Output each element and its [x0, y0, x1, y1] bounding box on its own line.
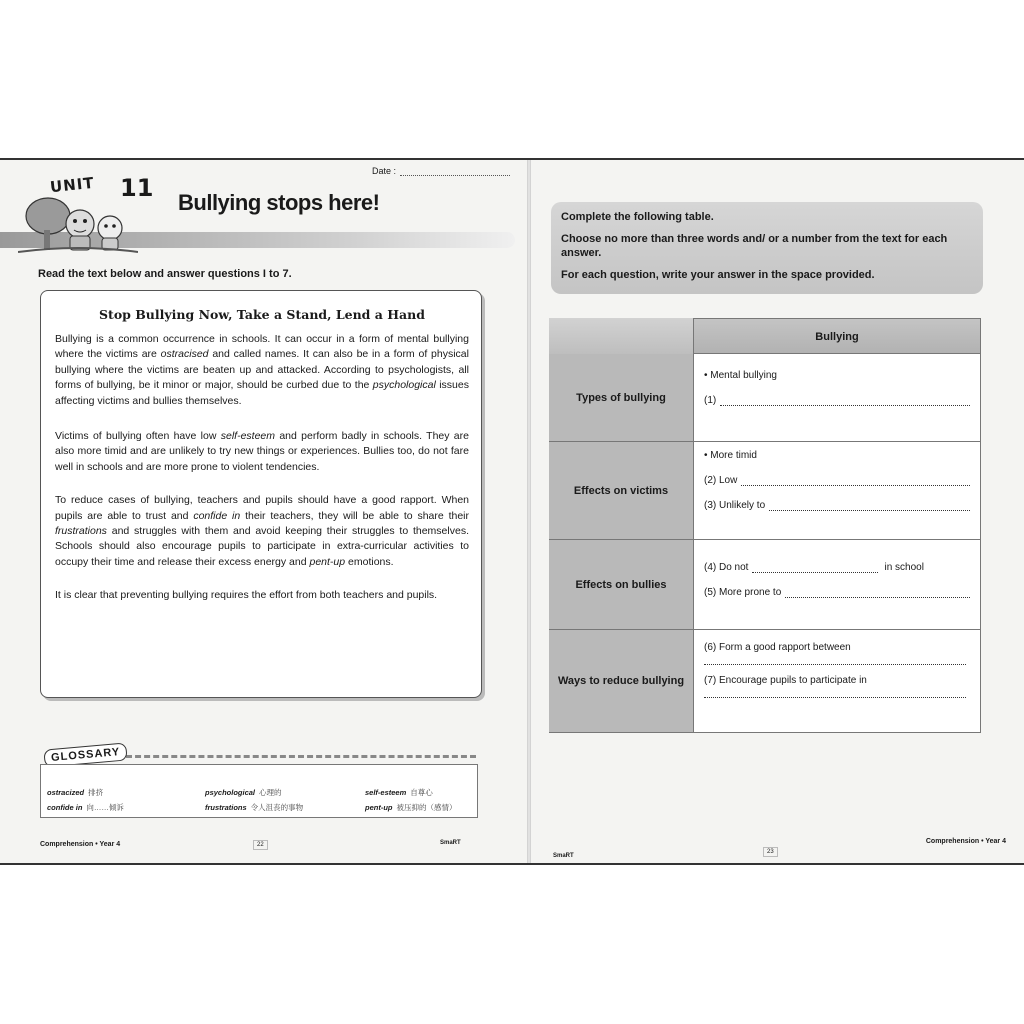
- glossary-wave-decoration: [126, 750, 476, 758]
- glossary-term: ostracized: [47, 788, 85, 797]
- row-label: Effects on bullies: [549, 540, 693, 629]
- answer-line-7[interactable]: [704, 675, 970, 698]
- keyword-ostracised: ostracised: [160, 348, 209, 361]
- book-spread: [0, 158, 1024, 865]
- row-label: Effects on victims: [549, 442, 693, 539]
- date-field: [372, 166, 510, 176]
- row-label: Types of bullying: [549, 354, 693, 441]
- answer-blank[interactable]: [704, 688, 966, 698]
- glossary-term: psychological: [205, 788, 256, 797]
- passage-heading: Stop Bullying Now, Take a Stand, Lend a Hand: [99, 307, 425, 322]
- answer-given: [704, 370, 970, 381]
- glossary-term: pent-up: [365, 803, 393, 812]
- text-run: their teachers, they will be able to share their: [240, 509, 470, 522]
- keyword-psychological: psychological: [372, 379, 436, 392]
- keyword-frustrations: frustrations: [55, 525, 107, 538]
- glossary-translation: 令人沮丧的事物: [250, 803, 304, 812]
- glossary-badge: GLOSSARY: [43, 742, 128, 767]
- glossary-term: confide in: [47, 803, 83, 812]
- glossary-grid: [47, 787, 473, 813]
- answer-blank[interactable]: [752, 563, 878, 573]
- left-page: [0, 160, 527, 863]
- glossary-term: self-esteem: [365, 788, 407, 797]
- keyword-pent-up: pent-up: [309, 555, 346, 568]
- text-run: Bullying is a common occurrence in schools. It can occur in a form of mental bullying where the victims are: [55, 333, 469, 361]
- table-corner: [549, 318, 693, 354]
- answer-line-3[interactable]: [704, 500, 970, 511]
- glossary-translation: 向……倾诉: [86, 803, 124, 812]
- glossary-item: [47, 802, 205, 813]
- task-instructions-box: [551, 202, 983, 294]
- page-number: 23: [763, 847, 778, 857]
- page-number: 22: [253, 840, 268, 850]
- reading-passage: [40, 290, 482, 698]
- answer-blank[interactable]: [704, 655, 966, 665]
- answer-blank[interactable]: [785, 588, 970, 598]
- text-run: issues affecting victims and bullies themselves.: [55, 379, 469, 407]
- right-page: [531, 160, 1024, 863]
- passage-paragraph-1: [55, 332, 469, 409]
- answer-given: [704, 450, 970, 461]
- glossary-item: [47, 787, 205, 798]
- question-number: (4) Do not: [704, 562, 749, 573]
- date-label: Date :: [372, 166, 397, 176]
- passage-paragraph-3: [55, 493, 469, 570]
- question-number: (1): [704, 395, 717, 406]
- table-row-types: [549, 354, 981, 442]
- task-line-2: Choose no more than three words and/ or a number from the text for each answer.: [561, 233, 948, 259]
- unit-label: UNIT: [49, 173, 96, 197]
- answer-blank[interactable]: [720, 396, 970, 406]
- task-line-1: Complete the following table.: [561, 211, 714, 223]
- glossary-box: [40, 764, 478, 818]
- glossary-item: [205, 802, 365, 813]
- text-run: To reduce cases of bullying, teachers and pupils should have a good rapport. When pupils are able to trust and: [55, 494, 469, 522]
- glossary-item: [205, 787, 365, 798]
- glossary-translation: 心理的: [259, 788, 282, 797]
- passage-paragraph-4: It is clear that preventing bullying requires the effort from both teachers and pupils.: [55, 589, 438, 602]
- question-number: (3) Unlikely to: [704, 500, 766, 511]
- glossary-translation: 被压抑的（感情）: [396, 803, 457, 812]
- date-blank[interactable]: [400, 175, 510, 176]
- answer-line-6[interactable]: [704, 642, 970, 665]
- publisher-logo: SmaRT: [553, 853, 574, 859]
- answer-text: • Mental bullying: [704, 370, 777, 381]
- question-number: (5) More prone to: [704, 587, 782, 598]
- keyword-self-esteem: self-esteem: [220, 430, 276, 443]
- text-run: and perform badly in schools. They are also more timid and are unlikely to try new things or experiences. Bullies too, do not fare well in schools and are more prone to violent tendencies.: [55, 430, 469, 473]
- glossary-term: frustrations: [205, 803, 247, 812]
- answer-line-5[interactable]: [704, 587, 970, 598]
- question-number: (6) Form a good rapport between: [704, 642, 851, 653]
- row-answers: [693, 442, 981, 539]
- answer-line-4[interactable]: [704, 562, 970, 573]
- table-header: Bullying: [693, 318, 981, 354]
- page-title: Bullying stops here!: [178, 190, 380, 215]
- answer-blank[interactable]: [769, 501, 970, 511]
- answer-text: • More timid: [704, 450, 757, 461]
- answer-line-2[interactable]: [704, 475, 970, 486]
- row-label: Ways to reduce bullying: [549, 630, 693, 732]
- answer-suffix: in school: [884, 562, 924, 573]
- table-row-victims: [549, 442, 981, 540]
- instruction-text: Read the text below and answer questions I to 7.: [38, 268, 292, 280]
- glossary-translation: 自尊心: [410, 788, 433, 797]
- glossary-translation: 排挤: [88, 788, 104, 797]
- question-number: (7) Encourage pupils to participate in: [704, 675, 867, 686]
- answer-line-1[interactable]: [704, 395, 970, 406]
- task-line-3: For each question, write your answer in the space provided.: [561, 269, 875, 281]
- glossary-item: [365, 802, 473, 813]
- passage-paragraph-2: [55, 429, 469, 475]
- row-answers: [693, 354, 981, 441]
- text-run: emotions.: [345, 555, 394, 568]
- text-run: and called names. It can also be in a form of physical bullying where the victims are beaten up and attacked. According to psychologists, all forms of bullying, be it minor or major, should be curbed due to the: [55, 348, 469, 392]
- publisher-logo: SmaRT: [440, 840, 461, 846]
- keyword-confide-in: confide in: [193, 509, 241, 522]
- footer-series-label: Comprehension • Year 4: [40, 841, 121, 848]
- answer-blank[interactable]: [741, 476, 970, 486]
- text-run: Victims of bullying often have low: [55, 430, 221, 443]
- table-row-ways: [549, 630, 981, 733]
- question-number: (2) Low: [704, 475, 738, 486]
- unit-number: 11: [120, 174, 154, 202]
- footer-series-label: Comprehension • Year 4: [925, 838, 1006, 845]
- row-answers: [693, 630, 981, 732]
- glossary-item: [365, 787, 473, 798]
- answer-table: [549, 318, 981, 733]
- text-run: and struggles with them and avoid keeping their struggles to themselves. Schools should also encourage pupils to participate in extra-curricular activities to occupy their time and release their excess energy and: [55, 525, 469, 568]
- row-answers: [693, 540, 981, 629]
- table-row-bullies: [549, 540, 981, 630]
